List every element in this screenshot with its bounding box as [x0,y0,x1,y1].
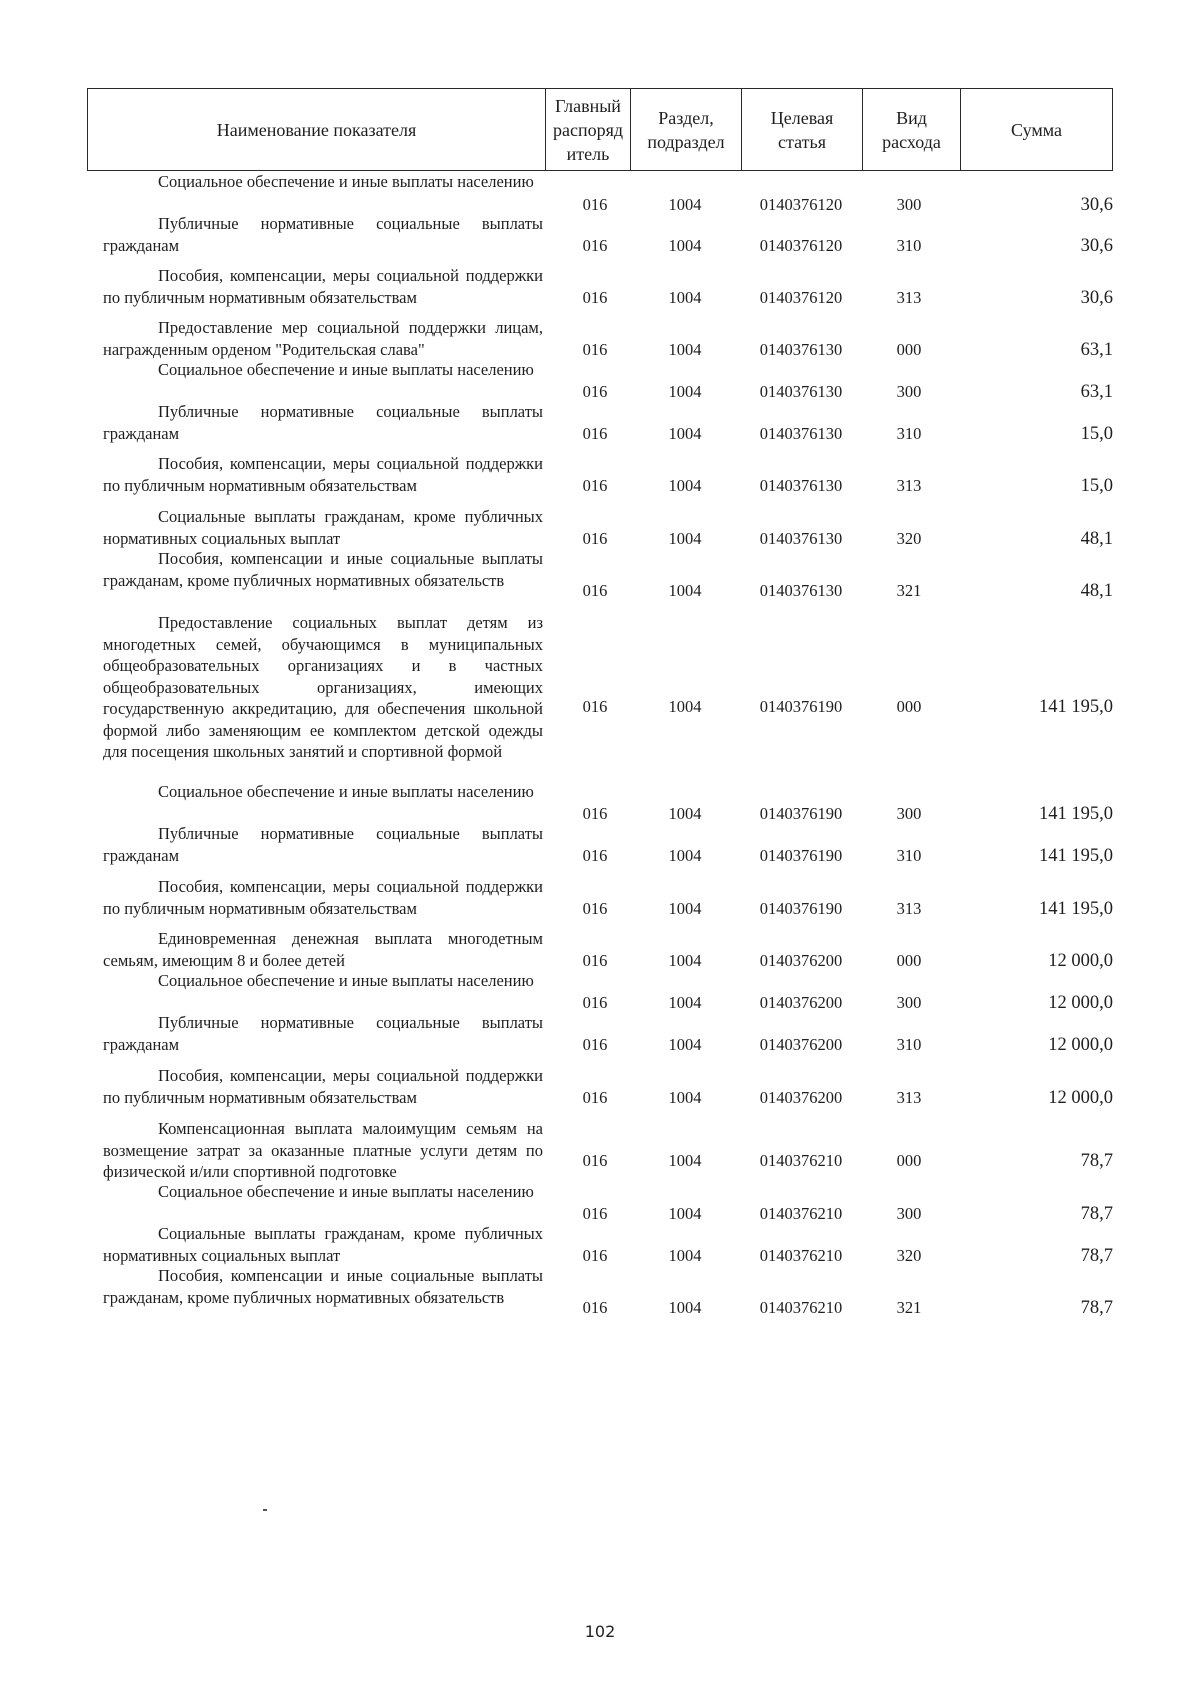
row-summa: 30,6 [1080,236,1113,256]
row-celevaya: 0140376190 [759,846,843,865]
header-vid: Вид расхода [863,89,961,170]
row-celevaya: 0140376130 [759,424,843,443]
row-glavny: 016 [582,993,608,1012]
row-summa: 63,1 [1080,340,1113,360]
row-razdel: 1004 [668,804,702,823]
row-razdel: 1004 [668,340,702,359]
row-summa: 48,1 [1080,529,1113,549]
row-vid: 300 [896,382,922,401]
row-glavny: 016 [582,340,608,359]
row-name: Социальные выплаты гражданам, кроме публичных нормативных социальных выплат [103,1224,543,1265]
row-glavny: 016 [582,846,608,865]
row-glavny: 016 [582,899,608,918]
row-name: Пособия, компенсации и иные социальные выплаты гражданам, кроме публичных нормативных обязательств [103,1266,543,1307]
row-celevaya: 0140376120 [759,236,843,255]
row-celevaya: 0140376120 [759,195,843,214]
row-summa: 30,6 [1080,288,1113,308]
row-razdel: 1004 [668,899,702,918]
row-glavny: 016 [582,195,608,214]
row-vid: 310 [896,424,922,443]
row-celevaya: 0140376130 [759,581,843,600]
row-celevaya: 0140376210 [759,1151,843,1170]
row-vid: 313 [896,288,922,307]
row-celevaya: 0140376130 [759,529,843,548]
row-razdel: 1004 [668,1298,702,1317]
row-summa: 78,7 [1080,1204,1113,1224]
row-summa: 12 000,0 [1048,1088,1113,1108]
row-razdel: 1004 [668,1151,702,1170]
row-name: Пособия, компенсации и иные социальные выплаты гражданам, кроме публичных нормативных обязательств [103,549,543,590]
row-name: Пособия, компенсации, меры социальной поддержки по публичным нормативным обязательствам [103,1066,543,1107]
row-glavny: 016 [582,476,608,495]
row-name: Социальные выплаты гражданам, кроме публичных нормативных социальных выплат [103,507,543,548]
page-number: 102 [584,1622,616,1641]
row-glavny: 016 [582,697,608,716]
header-celevaya: Целевая статья [742,89,863,170]
row-name: Пособия, компенсации, меры социальной поддержки по публичным нормативным обязательствам [103,877,543,918]
row-glavny: 016 [582,1204,608,1223]
row-glavny: 016 [582,382,608,401]
row-glavny: 016 [582,424,608,443]
row-vid: 310 [896,1035,922,1054]
row-celevaya: 0140376130 [759,382,843,401]
header-razdel: Раздел, подраздел [631,89,742,170]
row-vid: 000 [896,1151,922,1170]
row-summa: 12 000,0 [1048,993,1113,1013]
row-name: Публичные нормативные социальные выплаты гражданам [103,824,543,865]
row-razdel: 1004 [668,424,702,443]
row-celevaya: 0140376190 [759,697,843,716]
header-name: Наименование показателя [88,89,546,170]
row-name: Компенсационная выплата малоимущим семьям на возмещение затрат за оказанные платные услуги детям по физической и/или спортивной подготовке [103,1119,543,1181]
row-vid: 320 [896,1246,922,1265]
row-glavny: 016 [582,1246,608,1265]
row-summa: 78,7 [1080,1151,1113,1171]
row-summa: 141 195,0 [1039,697,1113,717]
header-glavny: Главный распоряд итель [546,89,631,170]
row-summa: 12 000,0 [1048,1035,1113,1055]
row-summa: 141 195,0 [1039,804,1113,824]
row-celevaya: 0140376210 [759,1204,843,1223]
row-name: Пособия, компенсации, меры социальной поддержки по публичным нормативным обязательствам [103,454,543,495]
row-razdel: 1004 [668,288,702,307]
row-glavny: 016 [582,804,608,823]
row-vid: 300 [896,1204,922,1223]
row-name: Предоставление мер социальной поддержки лицам, награжденным орденом "Родительская слава" [103,318,543,359]
row-glavny: 016 [582,236,608,255]
row-name: Социальное обеспечение и иные выплаты населению [158,360,534,379]
row-razdel: 1004 [668,1246,702,1265]
row-celevaya: 0140376190 [759,804,843,823]
row-celevaya: 0140376130 [759,340,843,359]
row-name: Социальное обеспечение и иные выплаты населению [158,782,534,801]
row-razdel: 1004 [668,1204,702,1223]
row-summa: 141 195,0 [1039,846,1113,866]
row-vid: 300 [896,195,922,214]
row-razdel: 1004 [668,529,702,548]
row-celevaya: 0140376210 [759,1246,843,1265]
row-vid: 000 [896,697,922,716]
row-name: Единовременная денежная выплата многодетным семьям, имеющим 8 и более детей [103,929,543,970]
row-vid: 313 [896,476,922,495]
row-glavny: 016 [582,1151,608,1170]
row-summa: 15,0 [1080,476,1113,496]
row-name: Публичные нормативные социальные выплаты гражданам [103,402,543,443]
row-razdel: 1004 [668,382,702,401]
row-celevaya: 0140376200 [759,1088,843,1107]
row-celevaya: 0140376190 [759,899,843,918]
row-glavny: 016 [582,288,608,307]
row-glavny: 016 [582,1298,608,1317]
row-celevaya: 0140376200 [759,951,843,970]
row-name: Публичные нормативные социальные выплаты гражданам [103,1013,543,1054]
row-glavny: 016 [582,951,608,970]
row-summa: 12 000,0 [1048,951,1113,971]
row-razdel: 1004 [668,236,702,255]
row-celevaya: 0140376210 [759,1298,843,1317]
row-name: Социальное обеспечение и иные выплаты населению [158,1182,534,1201]
row-celevaya: 0140376130 [759,476,843,495]
row-summa: 15,0 [1080,424,1113,444]
row-celevaya: 0140376200 [759,993,843,1012]
row-razdel: 1004 [668,581,702,600]
row-razdel: 1004 [668,195,702,214]
row-glavny: 016 [582,529,608,548]
row-name: Предоставление социальных выплат детям из многодетных семей, обучающимся в муниципальных общеобразовательных организациях и в частных общеобразовательных организациях, имеющих государственную аккредитацию, для обеспечения школьной формой либо заменяющим ее комплектом детской одежды для посещения школьных занятий и спортивной формой [103,613,543,761]
row-name: Социальное обеспечение и иные выплаты населению [158,971,534,990]
row-vid: 321 [896,581,922,600]
row-vid: 300 [896,804,922,823]
row-name: Социальное обеспечение и иные выплаты населению [158,172,534,191]
row-summa: 63,1 [1080,382,1113,402]
row-celevaya: 0140376200 [759,1035,843,1054]
row-glavny: 016 [582,1088,608,1107]
row-celevaya: 0140376120 [759,288,843,307]
row-razdel: 1004 [668,476,702,495]
row-summa: 141 195,0 [1039,899,1113,919]
row-vid: 000 [896,340,922,359]
row-vid: 310 [896,846,922,865]
row-vid: 300 [896,993,922,1012]
row-razdel: 1004 [668,846,702,865]
row-vid: 321 [896,1298,922,1317]
row-glavny: 016 [582,581,608,600]
row-summa: 78,7 [1080,1246,1113,1266]
table-header [87,88,1113,171]
row-razdel: 1004 [668,993,702,1012]
row-vid: 000 [896,951,922,970]
row-vid: 313 [896,1088,922,1107]
row-glavny: 016 [582,1035,608,1054]
row-name: Публичные нормативные социальные выплаты гражданам [103,214,543,255]
row-vid: 320 [896,529,922,548]
scan-speck [263,1509,267,1511]
row-vid: 313 [896,899,922,918]
row-razdel: 1004 [668,1035,702,1054]
row-summa: 30,6 [1080,195,1113,215]
row-summa: 48,1 [1080,581,1113,601]
row-vid: 310 [896,236,922,255]
row-summa: 78,7 [1080,1298,1113,1318]
row-razdel: 1004 [668,697,702,716]
row-name: Пособия, компенсации, меры социальной поддержки по публичным нормативным обязательствам [103,266,543,307]
row-razdel: 1004 [668,1088,702,1107]
row-razdel: 1004 [668,951,702,970]
header-summa: Сумма [1011,119,1062,140]
